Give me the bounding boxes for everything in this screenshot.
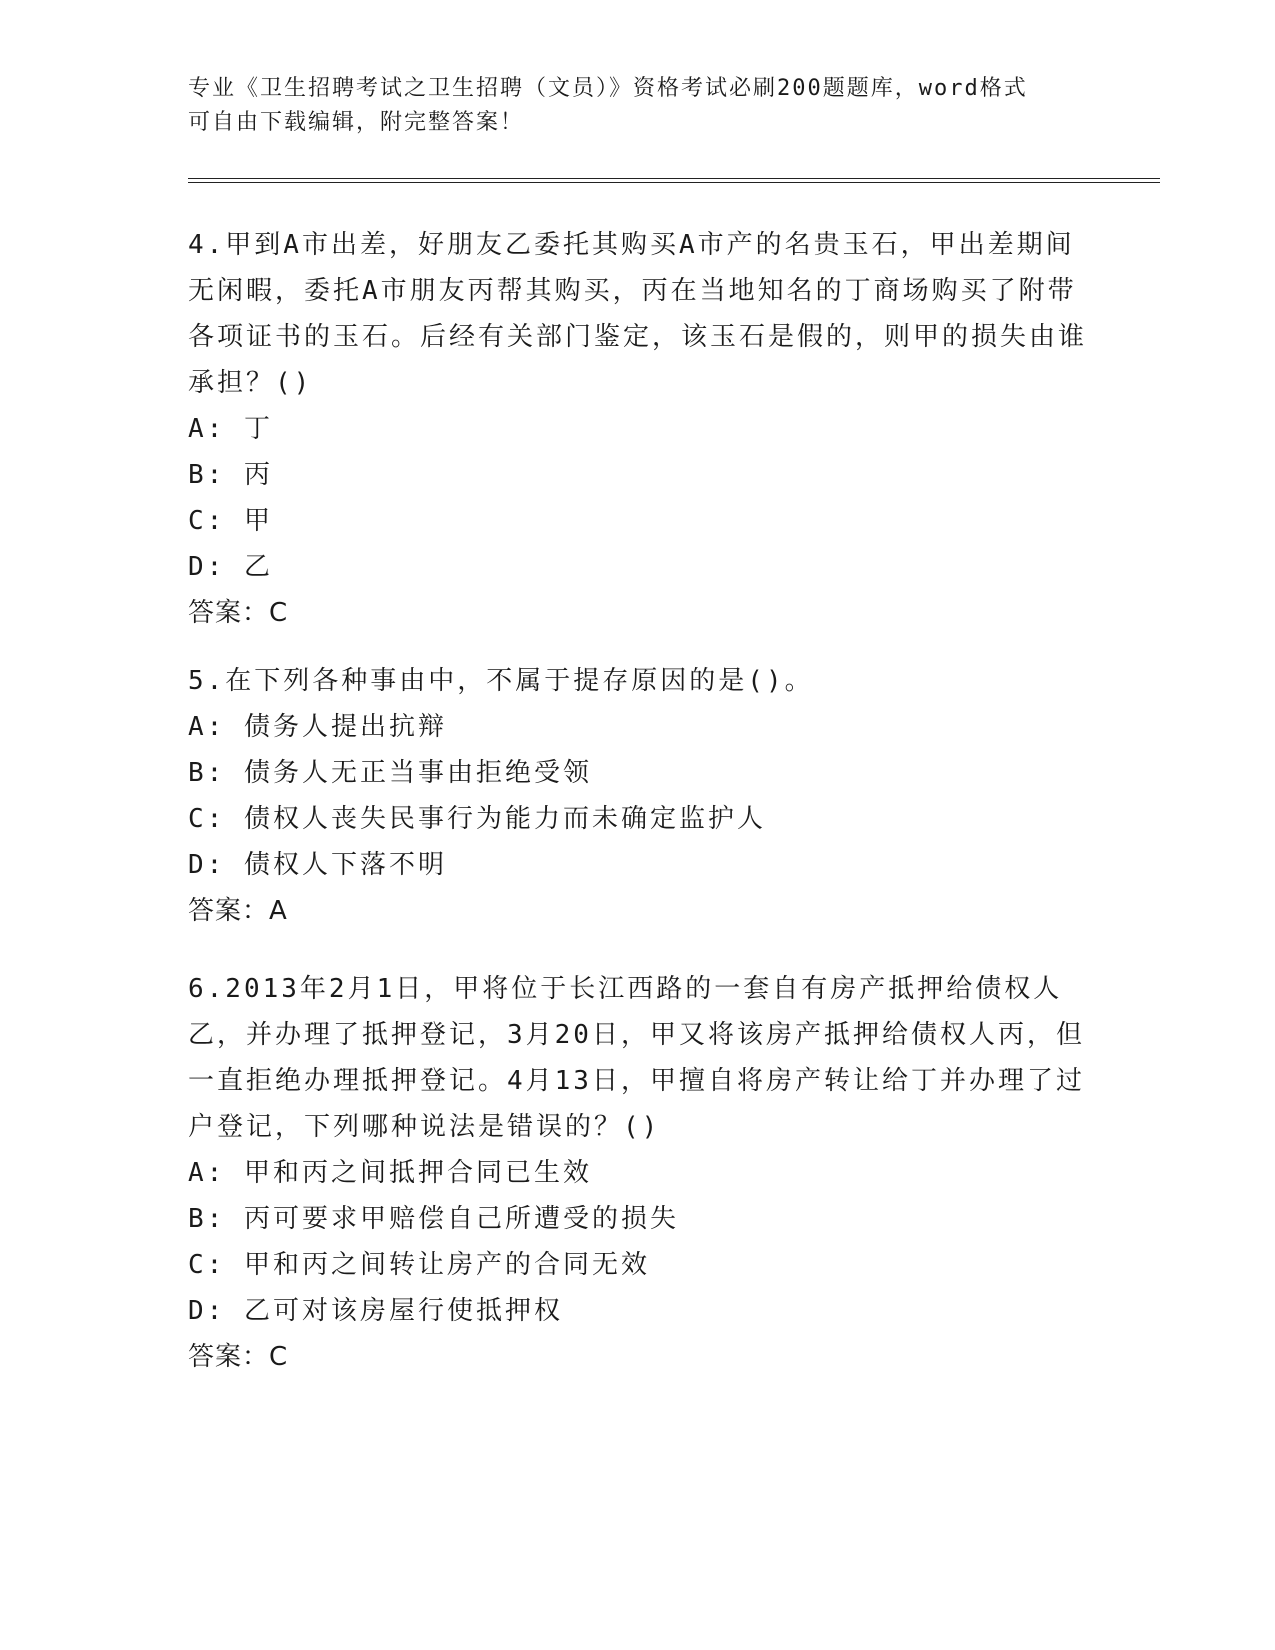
option-d: D: 乙 (188, 552, 273, 582)
header-title-line-2: 可自由下载编辑，附完整答案！ (188, 110, 525, 135)
question-4 (188, 222, 1088, 636)
option-b: B: 债务人无正当事由拒绝受领 (188, 758, 592, 788)
answer-line: 答案：C (188, 598, 289, 628)
option-c: C: 甲和丙之间转让房产的合同无效 (188, 1250, 650, 1280)
header-title-line-1: 专业《卫生招聘考试之卫生招聘（文员）》资格考试必刷200题题库，word格式 (188, 76, 1028, 101)
option-c: C: 甲 (188, 506, 273, 536)
option-b: B: 丙 (188, 460, 273, 490)
answer-line: 答案：C (188, 1342, 289, 1372)
question-stem: 5.在下列各种事由中，不属于提存原因的是()。 (188, 666, 814, 696)
header-divider (188, 178, 1160, 183)
option-d: D: 债权人下落不明 (188, 850, 447, 880)
document-header (188, 72, 1068, 140)
option-a: A: 丁 (188, 414, 273, 444)
question-5 (188, 658, 1088, 934)
option-b: B: 丙可要求甲赔偿自己所遭受的损失 (188, 1204, 679, 1234)
option-d: D: 乙可对该房屋行使抵押权 (188, 1296, 563, 1326)
question-6 (188, 966, 1088, 1380)
option-a: A: 甲和丙之间抵押合同已生效 (188, 1158, 592, 1188)
answer-line: 答案：A (188, 896, 288, 926)
question-stem: 4.甲到A市出差，好朋友乙委托其购买A市产的名贵玉石，甲出差期间无闲暇，委托A市朋友丙帮其购买，丙在当地知名的丁商场购买了附带各项证书的玉石。后经有关部门鉴定，该玉石是假的，则甲的损失由谁承担？() (188, 230, 1088, 398)
option-a: A: 债务人提出抗辩 (188, 712, 447, 742)
question-stem: 6.2013年2月1日，甲将位于长江西路的一套自有房产抵押给债权人乙，并办理了抵押登记，3月20日，甲又将该房产抵押给债权人丙，但一直拒绝办理抵押登记。4月13日，甲擅自将房产转让给丁并办理了过户登记，下列哪种说法是错误的？() (188, 974, 1085, 1142)
option-c: C: 债权人丧失民事行为能力而未确定监护人 (188, 804, 766, 834)
